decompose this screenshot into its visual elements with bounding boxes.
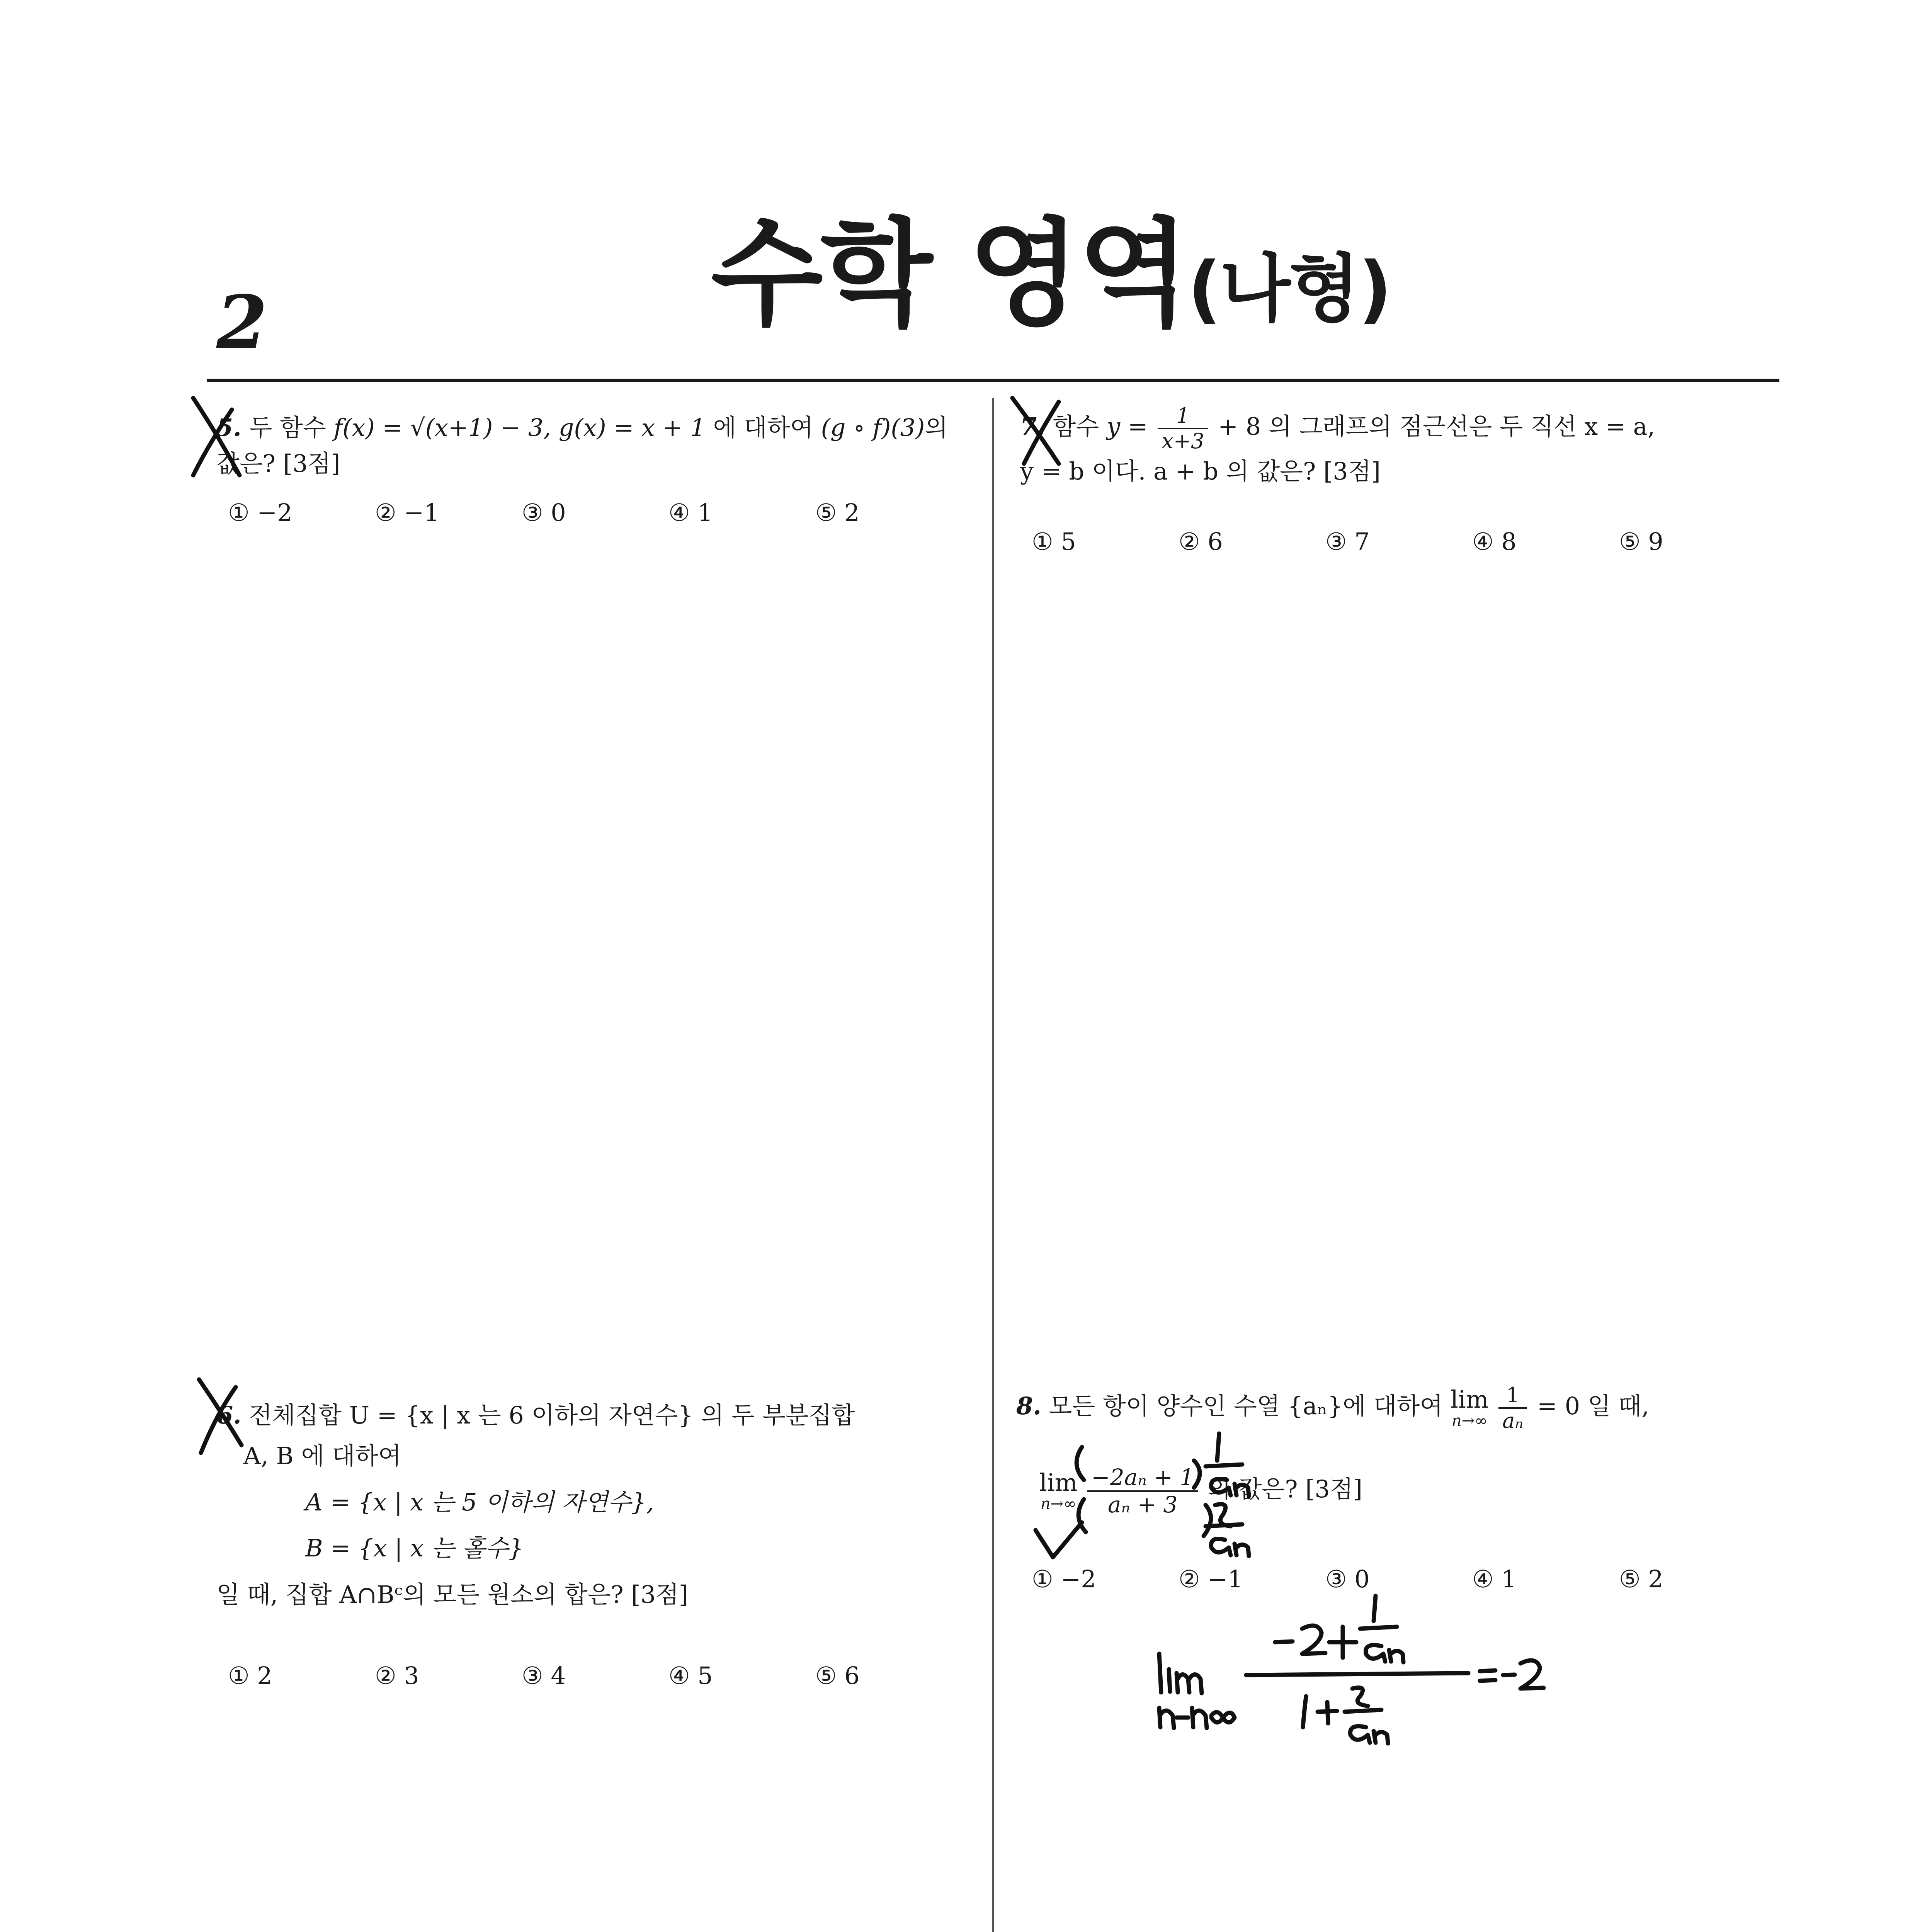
choice-1[interactable]: ① 5 (1032, 527, 1076, 556)
choice-4[interactable]: ④ 8 (1472, 527, 1517, 556)
q7-prefix: 함수 (1053, 412, 1099, 441)
fraction-numerator: 1 (1498, 1383, 1527, 1409)
q5-text-c: 의 (925, 413, 948, 442)
choice-4[interactable]: ④ 5 (668, 1662, 713, 1690)
q8-condition-suffix: = 0 일 때, (1537, 1392, 1649, 1420)
lim-word: lim (1039, 1468, 1078, 1497)
q5-text-b: 에 대하여 (713, 413, 813, 442)
choice-3[interactable]: ③ 4 (522, 1662, 566, 1690)
work-result (1480, 1670, 1495, 1681)
fraction-denominator: aₙ + 3 (1107, 1491, 1178, 1518)
choice-4[interactable]: ④ 1 (1472, 1565, 1517, 1593)
q6-line5: 일 때, 집합 A∩Bᶜ의 모든 원소의 합은? [3점] (216, 1580, 689, 1609)
parenthesis-right-bottom (1204, 1505, 1211, 1536)
work-numerator (1275, 1641, 1293, 1642)
choice-2[interactable]: ② 6 (1179, 527, 1223, 556)
fraction-denominator: x+3 (1162, 429, 1204, 454)
fraction-denominator: aₙ (1502, 1408, 1524, 1433)
work-fraction-bar (1246, 1673, 1468, 1675)
choice-3[interactable]: ③ 7 (1325, 527, 1370, 556)
q5-f-def: f(x) = √(x+1) − 3, (333, 413, 551, 442)
choice-3[interactable]: ③ 0 (522, 498, 566, 527)
cross-mark-q7 (1012, 398, 1059, 464)
question-number: 8. (1016, 1392, 1041, 1420)
q5-g-def: g(x) = x + 1 (558, 413, 706, 442)
question-number: 5. (216, 413, 242, 442)
choice-2[interactable]: ② 3 (375, 1662, 419, 1690)
parenthesis-right-top (1194, 1461, 1200, 1488)
q7-line2: y = b 이다. a + b 의 값은? [3점] (1020, 457, 1381, 486)
lim-word: lim (1451, 1385, 1489, 1414)
q5-text-a: 두 함수 (249, 413, 326, 442)
q6-set-b: B = {x | x 는 홀수} (305, 1534, 524, 1563)
q5-line2: 값은? [3점] (216, 449, 340, 478)
q8-line2-suffix: 의 값은? [3점] (1208, 1475, 1362, 1503)
q6-line2: A, B 에 대하여 (243, 1442, 401, 1470)
choice-5[interactable]: ⑤ 9 (1619, 527, 1663, 556)
choice-1[interactable]: ① −2 (1032, 1565, 1096, 1593)
work-lim (1159, 1654, 1161, 1692)
q5-composition: (g ∘ f)(3) (821, 413, 925, 442)
page-number: 2 (216, 279, 268, 366)
scribble-1-over-an-top (1217, 1434, 1219, 1461)
choice-5[interactable]: ⑤ 2 (815, 498, 860, 527)
choice-4[interactable]: ④ 1 (668, 498, 713, 527)
work-denominator (1303, 1696, 1306, 1727)
q6-set-a: A = {x | x 는 5 이하의 자연수}, (305, 1488, 654, 1516)
q7-y-eq: y = (1106, 412, 1148, 441)
fraction-numerator: −2aₙ + 1 (1087, 1464, 1198, 1492)
parenthesis-left-top (1077, 1447, 1084, 1480)
choice-5[interactable]: ⑤ 6 (815, 1662, 860, 1690)
question-number: 6. (216, 1401, 242, 1429)
choice-1[interactable]: ① 2 (228, 1662, 272, 1690)
choice-3[interactable]: ③ 0 (1325, 1565, 1370, 1593)
choice-5[interactable]: ⑤ 2 (1619, 1565, 1663, 1593)
choice-2[interactable]: ② −1 (1179, 1565, 1243, 1593)
choice-2[interactable]: ② −1 (375, 498, 439, 527)
q8-prefix: 모든 항이 양수인 수열 {aₙ}에 대하여 (1049, 1392, 1443, 1420)
q7-suffix: + 8 의 그래프의 점근선은 두 직선 x = a, (1218, 412, 1655, 441)
question-number: 7. (1020, 412, 1045, 441)
subject-title: 수학 영역 (711, 207, 1188, 342)
lim-subscript: n→∞ (1451, 1412, 1488, 1430)
fraction-numerator: 1 (1158, 404, 1208, 429)
q6-line1: 전체집합 U = {x | x 는 6 이하의 자연수} 의 두 부분집합 (249, 1401, 855, 1429)
exam-type: (나형) (1187, 246, 1391, 332)
choice-1[interactable]: ① −2 (228, 498, 293, 527)
check-mark-q8 (1036, 1522, 1082, 1557)
lim-subscript: n→∞ (1040, 1495, 1077, 1513)
